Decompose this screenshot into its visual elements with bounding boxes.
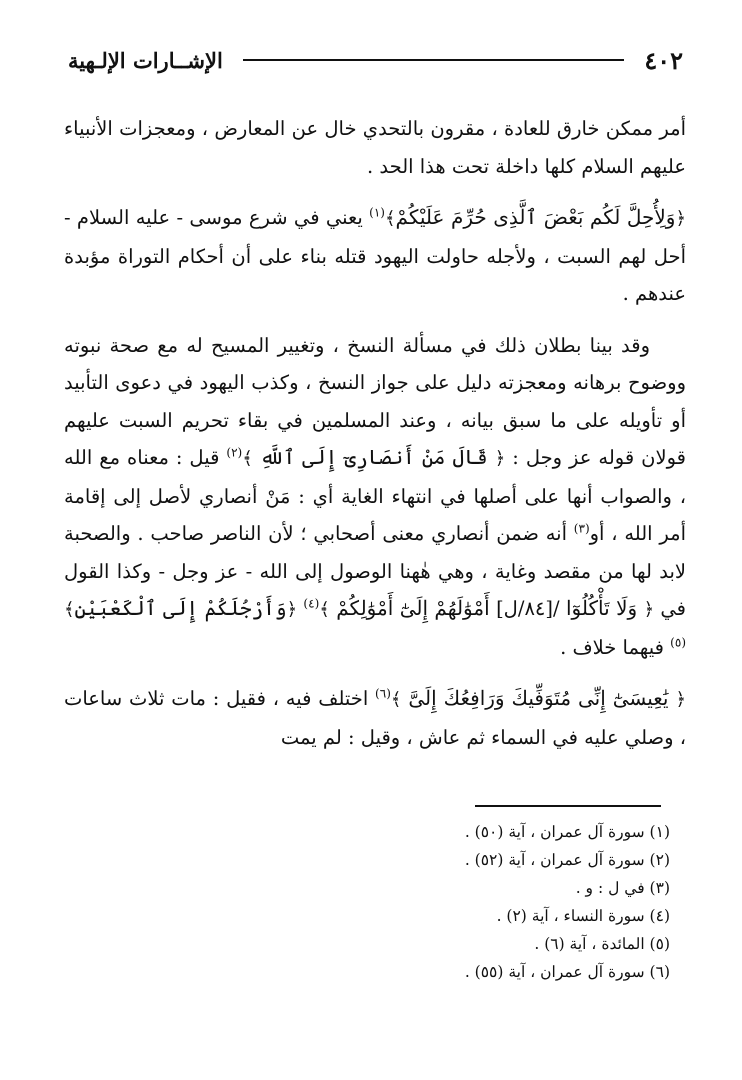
footnote-ref: (٥) <box>670 635 686 649</box>
footnote-4: (٤) سورة النساء ، آية (٢) . <box>496 907 670 925</box>
manuscript-folio-marker: /[٨٤/ل] <box>496 597 560 620</box>
paragraph-text: قيل : معناه مع الله ، والصواب أنها على أصلها في انتهاء الغاية أي : مَنْ أنصاري لأصل إلى إقامة أمر الله ، أو <box>64 446 686 545</box>
quran-bracket-open: ﴿ <box>643 599 655 620</box>
footnote-ref: (٣) <box>573 521 590 536</box>
paragraph-text: وقد بينا بطلان ذلك في مسألة النسخ ، وتغيير المسيح له مع صحة نبوته ووضوح برهانه ومعجزته دليل على جواز النسخ ، وكذب اليهود في دعوى التأبيد أو تأويله على ما سبق بيانه ، وعند المسلمين في بقاء تحريم السبت عليهم قولان قوله عز وجل : <box>64 333 686 469</box>
quran-verse: وَأَرْجُلَكُمْ إِلَى ٱلْكَعْبَيْنِ <box>74 596 287 620</box>
quran-bracket-close: ﴾ <box>242 448 253 469</box>
footnote-ref: (٤) <box>303 596 320 611</box>
page-header <box>68 40 683 80</box>
footnote-ref: (٢) <box>226 445 243 460</box>
page-number: ٤٠٢ <box>644 45 683 75</box>
quran-bracket-close: ﴾ <box>384 208 396 229</box>
quran-bracket-open: ﴿ <box>286 599 298 620</box>
paragraph-text: اختلف فيه ، فقيل : مات ثلاث ساعات ، وصلي عليه في السماء ثم عاش ، وقيل : لم يمت <box>64 687 686 749</box>
quran-bracket-close: ﴾ <box>64 599 75 620</box>
footnote-6: (٦) سورة آل عمران ، آية (٥٥) . <box>464 963 670 981</box>
quran-verse: يَٰعِيسَىٰٓ إِنِّى مُتَوَفِّيكَ وَرَافِعُكَ إِلَىَّ <box>401 686 676 710</box>
footnote-1: (١) سورة آل عمران ، آية (٥٠) . <box>464 823 670 841</box>
footnotes <box>110 818 670 986</box>
footnote-3: (٣) في ل : و . <box>575 879 670 897</box>
quran-verse: أَمْوَٰلَهُمْ إِلَىٰٓ أَمْوَٰلِكُمْ <box>329 596 497 620</box>
footnote-ref: (١) <box>369 205 385 220</box>
quran-bracket-open: ﴿ <box>675 689 686 710</box>
footnote-separator <box>475 805 661 807</box>
paragraph-text: يعني في شرع موسى - عليه السلام - أحل لهم السبت ، ولأجله حاولت اليهود قتله بناء على أن أحكام التوراة مؤبدة عندهم . <box>64 206 686 305</box>
footnote-ref: (٦) <box>375 686 391 701</box>
main-text <box>64 110 686 756</box>
paragraph-1: أمر ممكن خارق للعادة ، مقرون بالتحدي خال عن المعارض ، ومعجزات الأنبياء عليهم السلام كلها داخلة تحت هذا الحد . <box>64 117 686 178</box>
footnote-2: (٢) سورة آل عمران ، آية (٥٢) . <box>464 851 670 869</box>
paragraph-text: أنه ضمن أنصاري معنى أصحابي ؛ لأن الناصر صاحب . والصحبة لابد لها من مقصد وغاية ، وهي هٰهنا الوصول إلى الله - عز وجل - وكذا القول في <box>64 522 686 620</box>
footnote-5: (٥) المائدة ، آية (٦) . <box>534 935 670 953</box>
running-title: الإشــارات الإلـهية <box>68 47 223 73</box>
paragraph-text: فيهما خلاف . <box>560 635 671 659</box>
paragraph-3 <box>64 327 686 667</box>
paragraph-2 <box>64 199 686 313</box>
paragraph-4 <box>64 680 686 756</box>
quran-bracket-open: ﴿ <box>494 448 506 469</box>
quran-verse: وَلَا تَأْكُلُوٓا <box>559 596 644 620</box>
quran-bracket-close: ﴾ <box>319 599 330 620</box>
header-rule <box>243 59 625 61</box>
quran-verse: قَالَ مَنْ أَنصَارِىٓ إِلَى ٱللَّهِ <box>252 445 495 469</box>
quran-bracket-open: ﴿ <box>675 208 686 229</box>
quran-bracket-close: ﴾ <box>390 689 402 710</box>
quran-verse: وَلِأُحِلَّ لَكُم بَعْضَ ٱلَّذِى حُرِّمَ عَلَيْكُمْ <box>395 205 676 229</box>
